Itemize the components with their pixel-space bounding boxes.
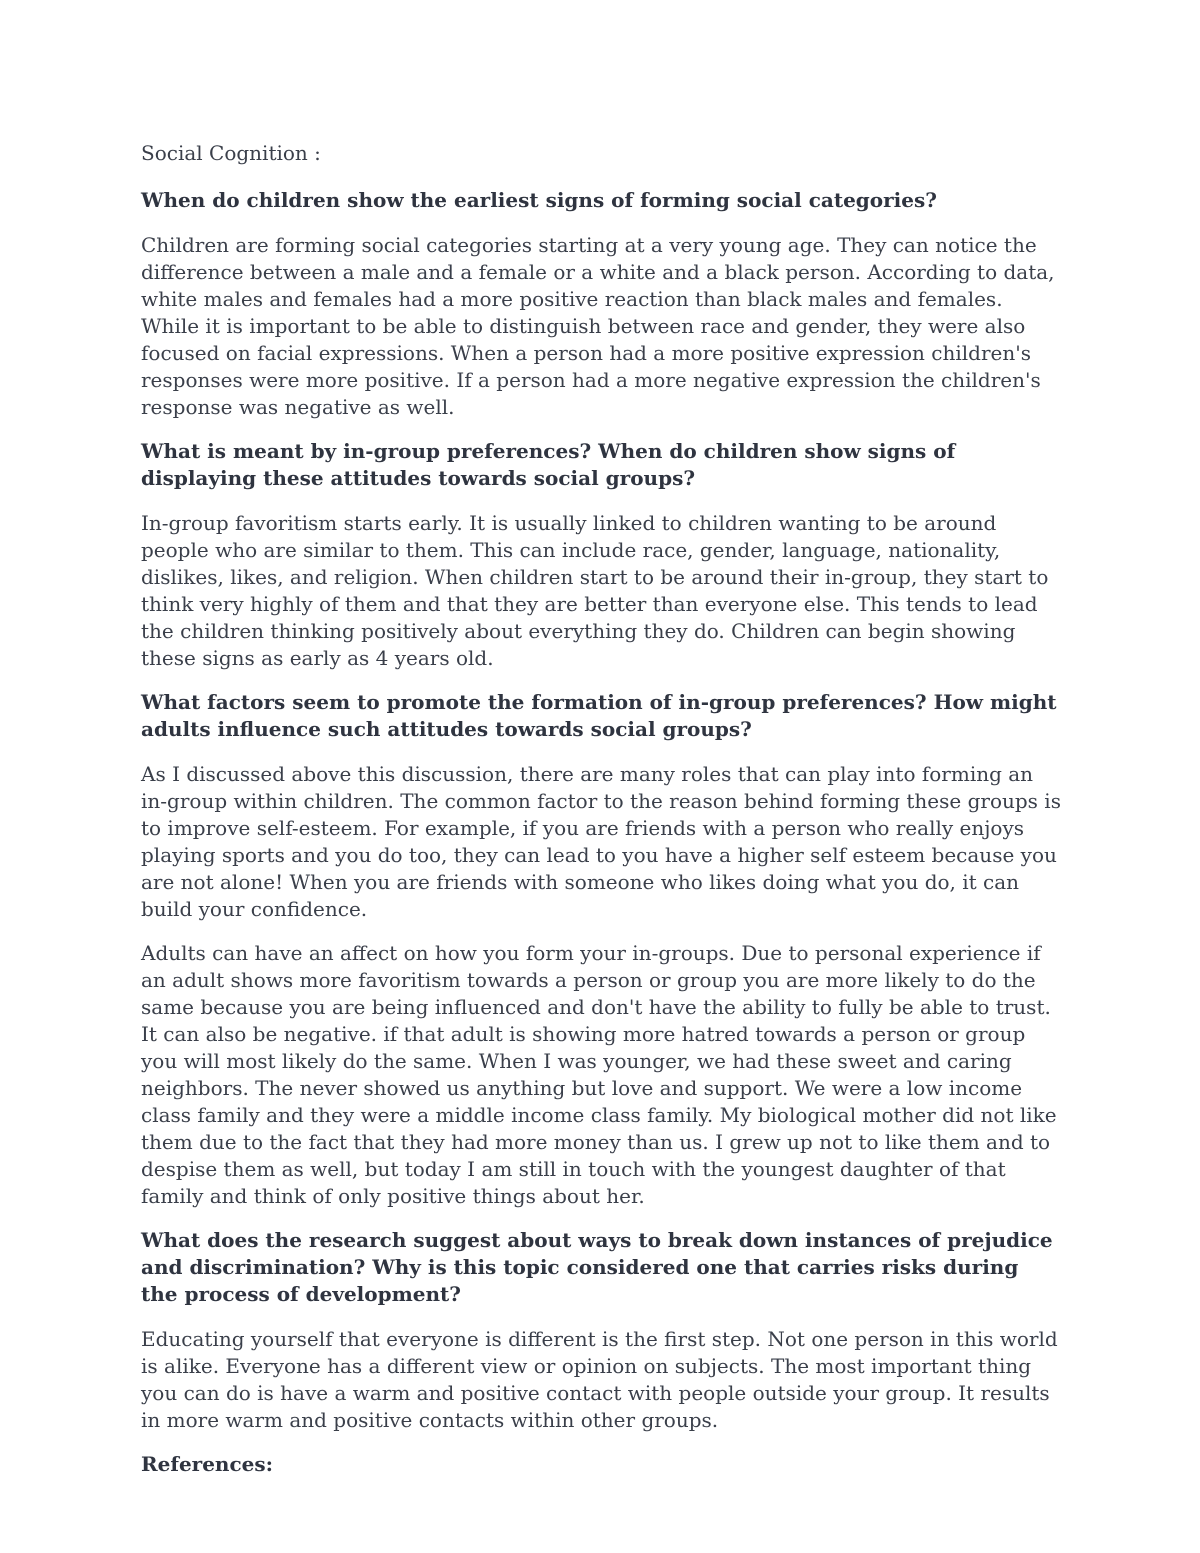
answer-paragraph: Children are forming social categories starting at a very young age. They can notice the difference between a male and a female or a white and a black person. According to data, white males and females had a more positive reaction than black males and females. While it is important to be able to distinguish between race and gender, they were also focused on facial expressions. When a person had a more positive expression children's responses were more positive. If a person had a more negative expression the children's response was negative as well. [141,233,1055,419]
references-heading: References: [141,1452,274,1476]
question-heading: What factors seem to promote the formation of in-group preferences? How might adults influence such attitudes towards social groups? [141,690,1057,741]
document-title: Social Cognition : [141,141,321,165]
question-heading: What is meant by in-group preferences? When do children show signs of displaying these attitudes towards social groups? [141,439,956,490]
answer-paragraph: As I discussed above this discussion, there are many roles that can play into forming an in-group within children. The common factor to the reason behind forming these groups is to improve self-esteem. For example, if you are friends with a person who really enjoys playing sports and you do too, they can lead to you have a higher self esteem because you are not alone! When you are friends with someone who likes doing what you do, it can build your confidence. [141,762,1061,921]
question-heading: When do children show the earliest signs of forming social categories? [141,188,937,212]
answer-paragraph: Adults can have an affect on how you form your in-groups. Due to personal experience if an adult shows more favoritism towards a person or group you are more likely to do the same because you are being influenced and don't have the ability to fully be able to trust. It can also be negative. if that adult is showing more hatred towards a person or group you will most likely do the same. When I was younger, we had these sweet and caring neighbors. The never showed us anything but love and support. We were a low income class family and they were a middle income class family. My biological mother did not like them due to the fact that they had more money than us. I grew up not to like them and to despise them as well, but today I am still in touch with the youngest daughter of that family and think of only positive things about her. [141,941,1057,1208]
document-body [141,140,1061,1478]
answer-paragraph: In-group favoritism starts early. It is usually linked to children wanting to be around people who are similar to them. This can include race, gender, language, nationality, dislikes, likes, and religion. When children start to be around their in-group, they start to think very highly of them and that they are better than everyone else. This tends to lead the children thinking positively about everything they do. Children can begin showing these signs as early as 4 years old. [141,511,1049,670]
question-heading: What does the research suggest about ways to break down instances of prejudice and discrimination? Why is this topic considered one that carries risks during the process of development? [141,1228,1053,1306]
answer-paragraph: Educating yourself that everyone is different is the first step. Not one person in this world is alike. Everyone has a different view or opinion on subjects. The most important thing you can do is have a warm and positive contact with people outside your group. It results in more warm and positive contacts within other groups. [141,1327,1058,1432]
